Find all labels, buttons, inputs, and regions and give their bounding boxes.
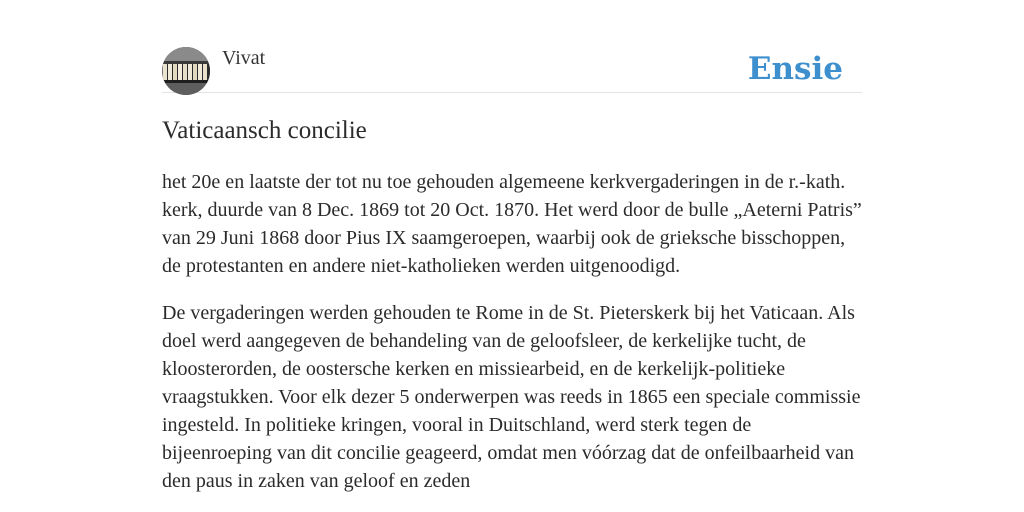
page-header xyxy=(162,46,862,93)
author-avatar[interactable] xyxy=(162,47,210,95)
article-body xyxy=(162,168,862,512)
bookshelf-avatar-icon xyxy=(162,47,210,95)
page-title: Vaticaansch concilie xyxy=(162,117,367,144)
article-paragraph: De vergaderingen werden gehouden te Rome in de St. Pieterskerk bij het Vaticaan. Als doel werd aangegeven de behandeling van de geloofsleer, de kerkelijke tucht, de kloosterorden, de oostersche kerken en missiearbeid, en de kerkelijk-politieke vraagstukken. Voor elk dezer 5 onderwerpen was reeds in 1865 een speciale commissie ingesteld. In politieke kringen, vooral in Duitschland, werd sterk tegen de bijeenroeping van dit concilie geageerd, omdat men vóórzag dat de onfeilbaarheid van den paus in zaken van geloof en zeden xyxy=(162,302,861,492)
article-paragraph: het 20e en laatste der tot nu toe gehouden algemeene kerkvergaderingen in de r.-kath. kerk, duurde van 8 Dec. 1869 tot 20 Oct. 1870. Het werd door de bulle „Aeterni Patris” van 29 Juni 1868 door Pius IX saamgeroepen, waarbij ook de grieksche bisschoppen, de protestanten en andere niet-katholieken werden uitgenoodigd. xyxy=(162,171,862,277)
author-name[interactable]: Vivat xyxy=(222,47,266,69)
site-logo[interactable]: Ensie xyxy=(747,51,843,87)
